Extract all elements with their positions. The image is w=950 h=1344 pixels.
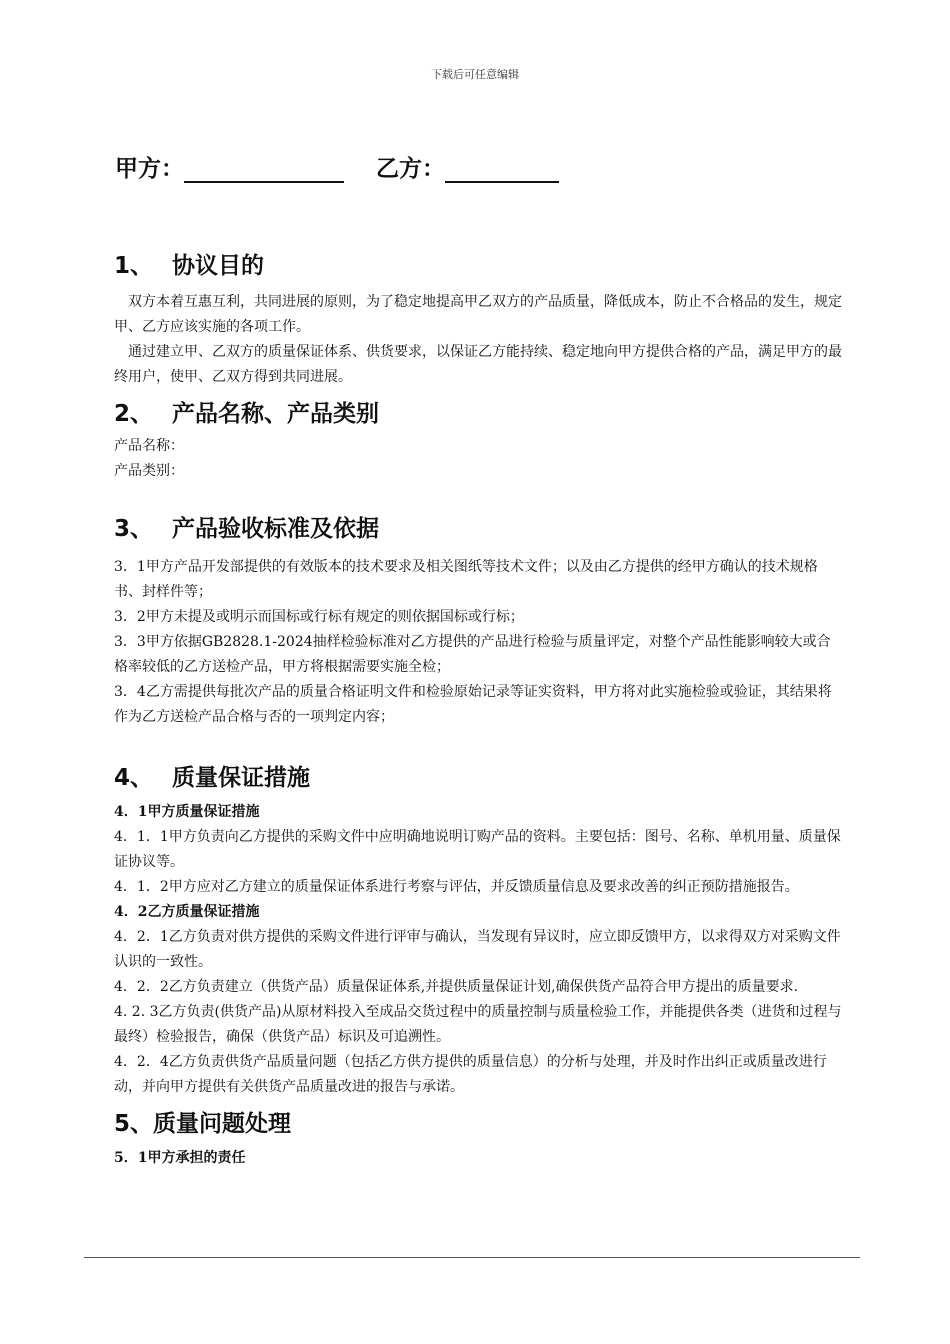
section-5-1-heading: 5．1甲方承担的责任: [114, 1150, 246, 1166]
section-4-1-heading: 4．1甲方质量保证措施: [114, 804, 260, 820]
party-b-blank: [445, 155, 559, 183]
section-3-heading: [114, 511, 844, 547]
parties-line: [115, 150, 591, 183]
section-4-para-6: 4．2．4乙方负责供货产品质量问题（包括乙方供方提供的质量信息）的分析与处理，并及时作出纠正或质量改进行动，并向甲方提供有关供货产品质量改进的报告与承诺。: [114, 1054, 827, 1095]
section-4-para-2: 4．1．2甲方应对乙方建立的质量保证体系进行考察与评估，并反馈质量信息及要求改善的纠正预防措施报告。: [114, 879, 799, 895]
section-1-title: 协议目的: [172, 253, 264, 279]
footer-rule: [84, 1257, 860, 1258]
section-1-para-1: 双方本着互惠互利，共同进展的原则，为了稳定地提高甲乙双方的产品质量，降低成本，防止不合格品的发生，规定甲、乙方应该实施的各项工作。: [114, 294, 842, 335]
section-4-heading: [114, 760, 844, 796]
section-3-para-1: 3．1甲方产品开发部提供的有效版本的技术要求及相关图纸等技术文件；以及由乙方提供的经甲方确认的技术规格书、封样件等；: [114, 559, 818, 600]
section-2-number: 2、: [114, 401, 154, 427]
section-4-2-heading: 4．2乙方质量保证措施: [114, 904, 260, 920]
section-3-title: 产品验收标准及依据: [172, 516, 379, 542]
document-body: [114, 248, 844, 1171]
section-1-heading: [114, 248, 844, 284]
section-2-heading: [114, 396, 844, 432]
product-category-label: 产品类别：: [114, 463, 184, 479]
party-b-label: 乙方：: [376, 156, 445, 182]
section-3-para-4: 3．4乙方需提供每批次产品的质量合格证明文件和检验原始记录等证实资料，甲方将对此实施检验或验证，其结果将作为乙方送检产品合格与否的一项判定内容；: [114, 684, 832, 725]
section-3-number: 3、: [114, 516, 154, 542]
section-4-title: 质量保证措施: [172, 765, 310, 791]
section-4-para-3: 4．2．1乙方负责对供方提供的采购文件进行评审与确认，当发现有异议时，应立即反馈甲方，以求得双方对采购文件认识的一致性。: [114, 929, 841, 970]
section-3-para-3: 3．3甲方依据GB2828.1-2024抽样检验标准对乙方提供的产品进行检验与质量评定，对整个产品性能影响较大或合格率较低的乙方送检产品，甲方将根据需要实施全检；: [114, 634, 831, 675]
section-5-heading: 5、质量问题处理: [114, 1111, 292, 1137]
section-4-para-5: 4. 2. 3乙方负责(供货产品)从原材料投入至成品交货过程中的质量控制与质量检验工作，并能提供各类（进货和过程与最终）检验报告，确保（供货产品）标识及可追溯性。: [114, 1004, 842, 1045]
party-a-label: 甲方：: [115, 156, 184, 182]
party-a-blank: [184, 155, 344, 183]
section-1-number: 1、: [114, 253, 154, 279]
section-4-para-1: 4．1．1甲方负责向乙方提供的采购文件中应明确地说明订购产品的资料。主要包括：图号、名称、单机用量、质量保证协议等。: [114, 829, 841, 870]
product-name-label: 产品名称：: [114, 438, 184, 454]
section-2-title: 产品名称、产品类别: [172, 401, 379, 427]
section-4-number: 4、: [114, 765, 154, 791]
header-note: 下载后可任意编辑: [431, 68, 519, 81]
section-1-para-2: 通过建立甲、乙双方的质量保证体系、供货要求，以保证乙方能持续、稳定地向甲方提供合格的产品，满足甲方的最终用户，使甲、乙双方得到共同进展。: [114, 344, 842, 385]
section-4-para-4: 4．2．2乙方负责建立（供货产品）质量保证体系,并提供质量保证计划,确保供货产品符合甲方提出的质量要求.: [114, 979, 799, 995]
section-3-para-2: 3．2甲方未提及或明示而国标或行标有规定的则依据国标或行标；: [114, 609, 524, 625]
